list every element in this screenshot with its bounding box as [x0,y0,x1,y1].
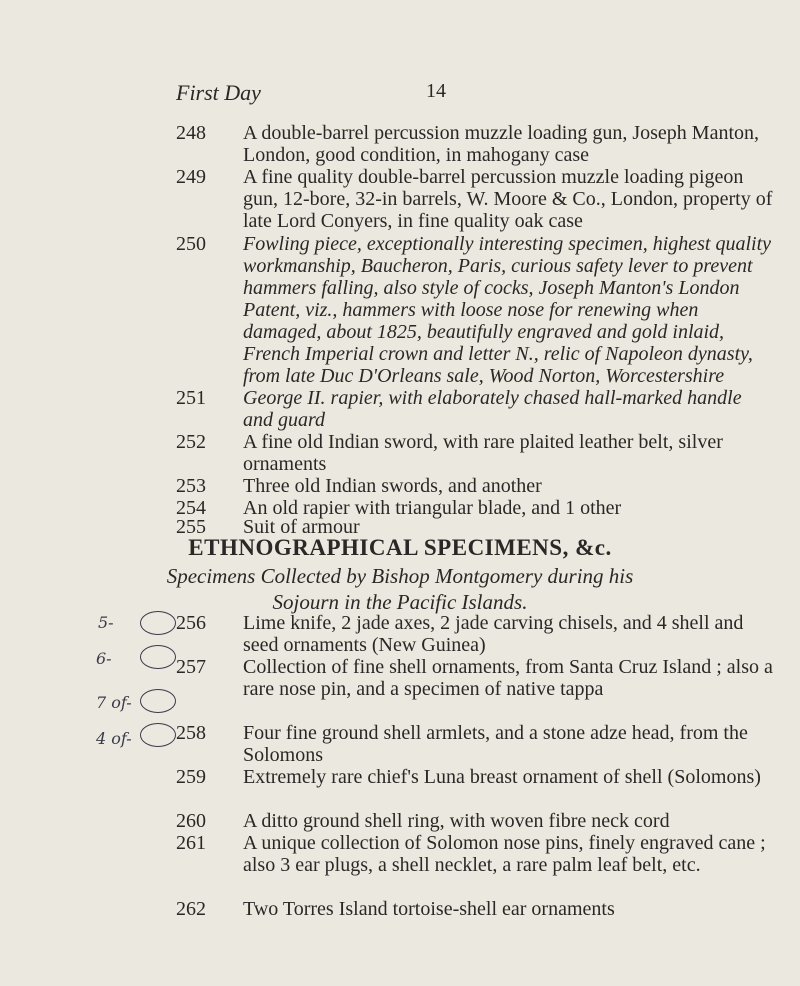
lot-number: 253 [176,475,206,497]
lot-number: 250 [176,233,206,255]
annotation: 4 of- [96,729,132,748]
subtitle-line: Specimens Collected by Bishop Montgomery during his [166,564,634,588]
circle-mark [140,723,176,747]
lot-description: Fowling piece, exceptionally interesting specimen, highest quality workmanship, Baucheron, Paris, curious safety lever to prevent hammers falling, also style of cocks, Joseph Manton's London Patent, viz., hammers with loose nose for renewing when damaged, about 1825, beautifully engraved and gold inlaid, French Imperial crown and letter N., relic of Napoleon dynasty, from late Duc D'Orleans sale, Wood Norton, Worcestershire [243,233,772,387]
annotation: 7 of- [96,693,132,712]
lot-number: 254 [176,497,206,519]
annotation: 6- [96,649,112,668]
lot-description: A ditto ground shell ring, with woven fibre neck cord [243,810,670,832]
lot-description: Lime knife, 2 jade axes, 2 jade carving chisels, and 4 shell and seed ornaments (New Guinea) [243,612,744,656]
lot-description: Two Torres Island tortoise-shell ear ornaments [243,898,615,920]
day-heading: First Day [176,80,261,105]
lot-description: A fine old Indian sword, with rare plaited leather belt, silver ornaments [243,431,723,475]
lot-number: 252 [176,431,206,453]
margin-annotations [0,605,175,748]
lot-number: 249 [176,166,206,188]
lot-number: 258 [176,722,206,744]
lot-number: 262 [176,898,206,920]
annotation: 5- [98,613,114,632]
circle-mark [140,645,176,669]
lot-number: 257 [176,656,206,678]
lot-description: Collection of fine shell ornaments, from Santa Cruz Island ; also a rare nose pin, and a specimen of native tappa [243,656,773,700]
circle-mark [140,689,176,713]
lot-number: 261 [176,832,206,854]
lot-number: 260 [176,810,206,832]
lot-number: 256 [176,612,206,634]
page-header [176,80,596,110]
lot-description: Four fine ground shell armlets, and a stone adze head, from the Solomons [243,722,748,766]
lot-description: A unique collection of Solomon nose pins, finely engraved cane ; also 3 ear plugs, a shell necklet, a rare palm leaf belt, etc. [243,832,766,876]
lot-number: 248 [176,122,206,144]
lot-number: 251 [176,387,206,409]
circle-mark [140,611,176,635]
lot-description: A fine quality double-barrel percussion muzzle loading pigeon gun, 12-bore, 32-in barrels, W. Moore & Co., London, property of late Lord Conyers, in fine quality oak case [243,166,773,232]
lot-description: An old rapier with triangular blade, and 1 other [243,497,622,519]
lot-description: Suit of armour [243,516,360,538]
lot-number: 259 [176,766,206,788]
lot-number: 255 [176,516,206,538]
page-number: 14 [426,80,446,102]
subtitle-line: Sojourn in the Pacific Islands. [272,590,528,614]
lot-description: Three old Indian swords, and another [243,475,542,497]
lot-description: Extremely rare chief's Luna breast ornament of shell (Solomons) [243,766,761,788]
lot-description: A double-barrel percussion muzzle loading gun, Joseph Manton, London, good condition, in mahogany case [243,122,759,166]
section-title: ETHNOGRAPHICAL SPECIMENS, &c. [188,535,612,560]
lot-description: George II. rapier, with elaborately chased hall-marked handle and guard [243,387,742,431]
